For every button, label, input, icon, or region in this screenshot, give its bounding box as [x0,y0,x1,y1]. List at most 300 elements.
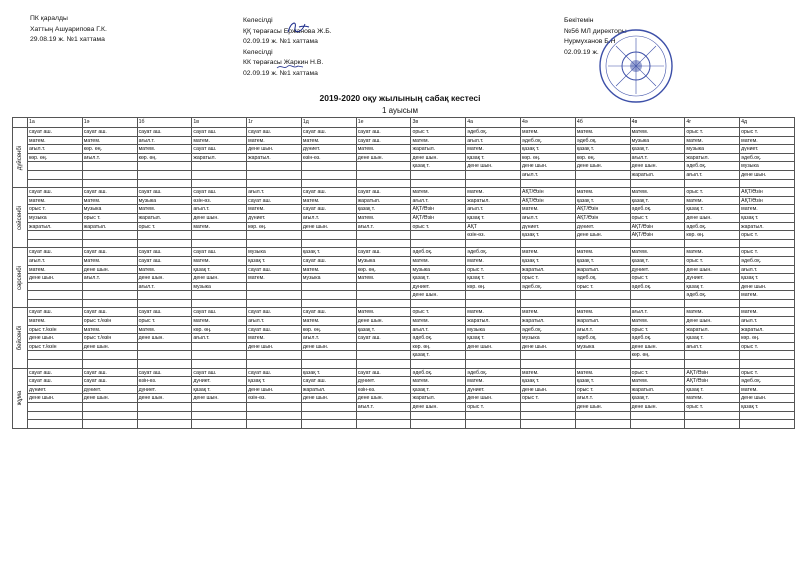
schedule-cell: матем. [630,317,685,326]
schedule-cell: өзін-өз. [466,231,521,240]
schedule-cell [137,420,192,429]
schedule-cell: ағыл.т. [575,325,630,334]
schedule-cell: қазақ т. [247,377,302,386]
schedule-cell: өзін-өз. [301,153,356,162]
schedule-cell: матем. [192,317,247,326]
schedule-cell [28,299,83,308]
schedule-cell: дүниет. [301,145,356,154]
schedule-cell: әдеб.оқ. [740,256,795,265]
schedule-cell: матем. [685,136,740,145]
header-line: Келесілді [243,17,273,24]
schedule-cell [247,411,302,420]
schedule-cell [575,170,630,179]
schedule-cell: жаратыл. [411,394,466,403]
schedule-cell: музыка [301,274,356,283]
schedule-cell: дене шын. [740,282,795,291]
schedule-cell [411,239,466,248]
schedule-cell [466,411,521,420]
schedule-cell: матем. [356,308,411,317]
schedule-cell: жаратыл. [28,222,83,231]
schedule-cell: сауат аш. [28,248,83,257]
schedule-cell [466,170,521,179]
schedule-cell: АҚТ/Өзін [521,188,576,197]
schedule-cell: сауат аш. [28,377,83,386]
schedule-cell: матем. [630,248,685,257]
schedule-cell: әдеб.оқ. [466,248,521,257]
schedule-cell: музыка [411,265,466,274]
schedule-cell: сауат аш. [356,368,411,377]
table-row [13,196,795,205]
schedule-cell: әдеб.оқ. [630,334,685,343]
schedule-cell [301,403,356,412]
schedule-cell: сауат аш. [247,368,302,377]
schedule-cell: матем. [630,128,685,137]
schedule-cell [247,351,302,360]
schedule-cell: дене шын. [466,342,521,351]
schedule-cell [301,411,356,420]
schedule-cell: музыка [137,196,192,205]
schedule-cell [356,291,411,300]
schedule-cell [28,420,83,429]
schedule-cell: дене шын. [685,265,740,274]
schedule-cell: музыка [521,334,576,343]
table-row [13,128,795,137]
schedule-cell: матем. [137,325,192,334]
table-row [13,403,795,412]
schedule-cell: дене шын. [356,394,411,403]
schedule-cell: ағыл.т. [28,145,83,154]
schedule-cell: көр. өң. [137,153,192,162]
schedule-cell: жаратыл. [630,170,685,179]
schedule-cell [521,179,576,188]
table-row [13,317,795,326]
shift-title: 1 ауысым [381,106,419,115]
day-label [13,368,28,428]
signature-icon [276,63,304,71]
schedule-cell: матем. [192,136,247,145]
schedule-cell [137,299,192,308]
schedule-cell: сауат аш. [82,128,137,137]
schedule-cell: дене шын. [575,162,630,171]
schedule-cell: дүниет. [740,145,795,154]
column-header: 1г [247,118,302,128]
table-row [13,299,795,308]
header-line: 02.09.19 ж. №1 хаттама [243,69,318,77]
schedule-cell: матем. [82,256,137,265]
schedule-cell: жаратыл. [301,385,356,394]
schedule-cell: сауат аш. [301,205,356,214]
schedule-cell: жаратыл. [740,222,795,231]
schedule-cell: жаратыл. [575,265,630,274]
schedule-cell: қазақ т. [356,325,411,334]
schedule-cell: музыка [28,213,83,222]
schedule-cell: сауат аш. [356,188,411,197]
schedule-cell: матем. [192,256,247,265]
schedule-cell: орыс т. [575,385,630,394]
header-line: 29.08.19 ж. №1 хаттама [30,36,105,43]
schedule-cell [521,411,576,420]
schedule-cell: дене шын. [82,394,137,403]
schedule-cell: ағыл.т. [630,153,685,162]
schedule-cell: әдеб.оқ. [466,368,521,377]
schedule-cell [575,411,630,420]
schedule-cell: матем. [82,136,137,145]
schedule-cell: дүниет. [192,377,247,386]
schedule-cell [466,239,521,248]
table-row [13,231,795,240]
schedule-cell [82,170,137,179]
schedule-cell: сауат аш. [356,128,411,137]
day-name: бейсенбі [17,325,23,351]
schedule-cell: матем. [521,205,576,214]
schedule-cell: АҚТ/Өзін [575,213,630,222]
schedule-cell: қазақ т. [466,334,521,343]
schedule-cell [28,282,83,291]
schedule-cell: АҚТ [466,222,521,231]
schedule-cell [247,282,302,291]
schedule-cell: қазақ т. [411,351,466,360]
schedule-cell: көр. өң. [740,334,795,343]
schedule-cell: ағыл.т. [192,334,247,343]
schedule-cell: орыс т./өзін [28,325,83,334]
schedule-cell [247,291,302,300]
schedule-cell: жаратыл. [575,317,630,326]
schedule-cell [137,291,192,300]
schedule-cell: сауат аш. [356,334,411,343]
schedule-cell [192,179,247,188]
schedule-cell: дүниет. [411,282,466,291]
schedule-cell: матем. [301,136,356,145]
table-row [13,411,795,420]
schedule-cell: дене шын. [466,162,521,171]
schedule-cell: сауат аш. [82,188,137,197]
schedule-cell [192,231,247,240]
schedule-cell: матем. [740,291,795,300]
table-row [13,291,795,300]
header-line: №56 МЛ директоры [564,27,627,35]
column-header: 1д [301,118,356,128]
schedule-cell: жаратыл. [685,325,740,334]
schedule-cell: дүниет. [28,385,83,394]
schedule-cell: ағыл.т. [740,265,795,274]
schedule-cell: дене шын. [301,394,356,403]
schedule-cell: көр. өң. [301,325,356,334]
schedule-cell: АҚТ/Өзін [411,205,466,214]
schedule-cell [192,360,247,369]
schedule-cell: ағыл.т. [740,317,795,326]
schedule-cell: көр. өң. [521,153,576,162]
schedule-cell [521,239,576,248]
header-line: Келесілді [243,48,273,56]
table-row [13,265,795,274]
schedule-cell: орыс т. [740,231,795,240]
schedule-cell: дене шын. [740,394,795,403]
schedule-cell: дүниет. [466,385,521,394]
schedule-cell [137,351,192,360]
schedule-cell: орыс т. [137,317,192,326]
schedule-cell: сауат аш. [28,188,83,197]
schedule-cell [28,360,83,369]
schedule-cell: жаратыл. [740,325,795,334]
schedule-cell: жаратыл. [466,317,521,326]
schedule-cell: музыка [630,136,685,145]
schedule-cell: АҚТ/Өзін [575,205,630,214]
schedule-cell: дене шын. [521,342,576,351]
schedule-cell: матем. [466,145,521,154]
schedule-cell: ағыл.т. [575,394,630,403]
table-row [13,248,795,257]
schedule-cell [466,420,521,429]
schedule-cell [630,239,685,248]
schedule-cell: матем. [521,128,576,137]
schedule-cell: дене шын. [630,403,685,412]
schedule-cell: АҚТ/Өзін [740,196,795,205]
schedule-cell: сауат аш. [301,188,356,197]
schedule-cell: матем. [521,368,576,377]
day-label [13,308,28,368]
page-title: 2019-2020 оқу жылының сабақ кестесі [319,93,481,103]
schedule-cell: матем. [466,256,521,265]
schedule-cell: сауат аш. [356,136,411,145]
schedule-cell: матем. [411,317,466,326]
schedule-cell: матем. [28,136,83,145]
schedule-cell: қазақ т. [575,256,630,265]
schedule-cell: матем. [685,394,740,403]
schedule-cell: матем. [247,205,302,214]
table-row [13,274,795,283]
schedule-cell [411,299,466,308]
schedule-cell: қазақ т. [411,385,466,394]
schedule-cell: матем. [740,385,795,394]
schedule-cell: ағыл.т. [466,136,521,145]
schedule-cell: өзін-өз. [192,196,247,205]
schedule-cell [247,420,302,429]
schedule-cell: әдеб.оқ. [575,136,630,145]
schedule-cell [192,420,247,429]
schedule-cell: әдеб.оқ. [521,136,576,145]
schedule-cell [630,411,685,420]
schedule-cell: ағыл.т. [28,256,83,265]
schedule-cell [301,179,356,188]
schedule-cell: дүниет. [521,222,576,231]
header-approval-left [30,14,107,46]
day-name: сәрсенбі [17,265,23,290]
table-row [13,205,795,214]
header-line: ПК қаралды [30,15,68,22]
schedule-cell: әдеб.оқ. [575,334,630,343]
schedule-cell [411,420,466,429]
column-header: 4а [466,118,521,128]
schedule-table [12,117,795,429]
schedule-cell: ағыл.т. [685,170,740,179]
schedule-cell: дүниет. [630,265,685,274]
schedule-cell: қазақ т. [192,385,247,394]
schedule-cell: сауат аш. [247,325,302,334]
schedule-cell [301,291,356,300]
schedule-cell: матем. [411,256,466,265]
schedule-cell: әдеб.оқ. [466,128,521,137]
schedule-cell: дене шын. [247,385,302,394]
schedule-cell: матем. [247,274,302,283]
schedule-cell [630,420,685,429]
schedule-cell [356,179,411,188]
day-name: жұма [17,390,23,406]
schedule-cell: орыс т. [685,188,740,197]
schedule-cell [521,420,576,429]
schedule-cell: дүниет. [685,274,740,283]
schedule-cell: көр. өң. [685,231,740,240]
schedule-cell [740,420,795,429]
schedule-cell [82,291,137,300]
schedule-cell: дене шын. [575,403,630,412]
schedule-cell: дене шын. [247,342,302,351]
day-label [13,188,28,248]
schedule-cell: қазақ т. [740,274,795,283]
schedule-cell: сауат аш. [247,196,302,205]
schedule-cell: әдеб.оқ. [521,282,576,291]
schedule-cell: дене шын. [630,342,685,351]
schedule-cell: жаратыл. [82,222,137,231]
schedule-cell: көр. өң. [466,282,521,291]
schedule-cell: көр. өң. [630,351,685,360]
schedule-cell: дене шын. [192,213,247,222]
schedule-cell: ағыл.т. [301,334,356,343]
schedule-cell: матем. [740,205,795,214]
header-line: Бекітемін [564,17,594,24]
schedule-cell: қазақ т. [192,265,247,274]
schedule-cell: орыс т. [685,256,740,265]
schedule-cell: дене шын. [137,274,192,283]
table-row [13,256,795,265]
schedule-cell: орыс т. [630,274,685,283]
schedule-cell: ағыл.т. [137,136,192,145]
header-line: 02.09.19 ж. №1 хаттама [243,38,318,45]
schedule-cell: ағыл.т. [466,205,521,214]
schedule-cell: сауат аш. [301,308,356,317]
schedule-cell: дене шын. [575,231,630,240]
table-row [13,377,795,386]
schedule-cell: қазақ т. [466,213,521,222]
schedule-cell [411,411,466,420]
schedule-cell: матем. [575,248,630,257]
schedule-cell [411,231,466,240]
schedule-cell: дене шын. [356,153,411,162]
column-header: 4д [740,118,795,128]
schedule-cell: матем. [575,308,630,317]
schedule-cell [247,179,302,188]
schedule-cell: көр. өң. [28,153,83,162]
schedule-cell [247,403,302,412]
column-header: 4г [685,118,740,128]
schedule-cell [521,291,576,300]
schedule-cell: сауат аш. [192,308,247,317]
table-row [13,325,795,334]
schedule-cell: әдеб.оқ. [411,368,466,377]
schedule-cell [82,231,137,240]
schedule-cell: сауат аш. [192,128,247,137]
schedule-cell [82,403,137,412]
schedule-cell [28,239,83,248]
day-name: сейсенбі [17,205,23,230]
table-row [13,342,795,351]
schedule-cell: қазақ т. [630,256,685,265]
schedule-cell [82,360,137,369]
schedule-cell: дене шын. [192,394,247,403]
schedule-cell [630,299,685,308]
schedule-cell: ағыл.т. [192,205,247,214]
header-line: Нурмуханов Б.Н [564,38,616,45]
schedule-cell: орыс т. [685,403,740,412]
schedule-cell: матем. [301,196,356,205]
schedule-cell: сауат аш. [137,248,192,257]
schedule-cell: сауат аш. [82,377,137,386]
table-row [13,394,795,403]
schedule-cell: матем. [521,308,576,317]
schedule-cell: сауат аш. [192,188,247,197]
schedule-cell [82,162,137,171]
schedule-cell: АҚТ/Өзін [630,222,685,231]
schedule-cell: сауат аш. [247,308,302,317]
schedule-cell [466,360,521,369]
schedule-cell [740,351,795,360]
schedule-cell: матем. [356,145,411,154]
schedule-cell: орыс т. [411,308,466,317]
schedule-cell [685,420,740,429]
column-header: 1а [28,118,83,128]
schedule-cell [630,291,685,300]
schedule-cell [466,351,521,360]
schedule-cell: дене шын. [301,342,356,351]
schedule-cell: дене шын. [411,153,466,162]
table-row [13,188,795,197]
schedule-cell: дене шын. [192,274,247,283]
schedule-cell: матем. [685,196,740,205]
schedule-cell [521,351,576,360]
schedule-cell: матем. [301,317,356,326]
table-row [13,213,795,222]
schedule-cell: көр. өң. [411,342,466,351]
schedule-cell: матем. [411,136,466,145]
schedule-cell [82,299,137,308]
schedule-cell [247,231,302,240]
schedule-cell: сауат аш. [28,308,83,317]
schedule-cell: қазақ т. [685,282,740,291]
schedule-cell: дүниет. [82,385,137,394]
schedule-cell: қазақ т. [521,256,576,265]
schedule-cell: көр. өң. [356,265,411,274]
schedule-cell: дене шын. [137,334,192,343]
day-name: дүйсенбі [17,145,23,170]
column-header: 1в [192,118,247,128]
schedule-cell: сауат аш. [192,145,247,154]
schedule-cell: орыс т. [521,274,576,283]
schedule-cell: көр. өң. [82,145,137,154]
schedule-cell: орыс т./өзін [82,334,137,343]
schedule-cell: матем. [28,317,83,326]
schedule-cell: орыс т. [740,342,795,351]
schedule-cell: музыка [685,145,740,154]
schedule-cell: дене шын. [356,317,411,326]
schedule-cell [411,170,466,179]
schedule-cell: дене шын. [466,394,521,403]
schedule-cell [192,162,247,171]
schedule-cell [137,342,192,351]
schedule-cell: әдеб.оқ. [411,334,466,343]
schedule-cell: матем. [521,248,576,257]
schedule-cell [301,170,356,179]
schedule-cell [82,420,137,429]
schedule-cell: әдеб.оқ. [685,291,740,300]
